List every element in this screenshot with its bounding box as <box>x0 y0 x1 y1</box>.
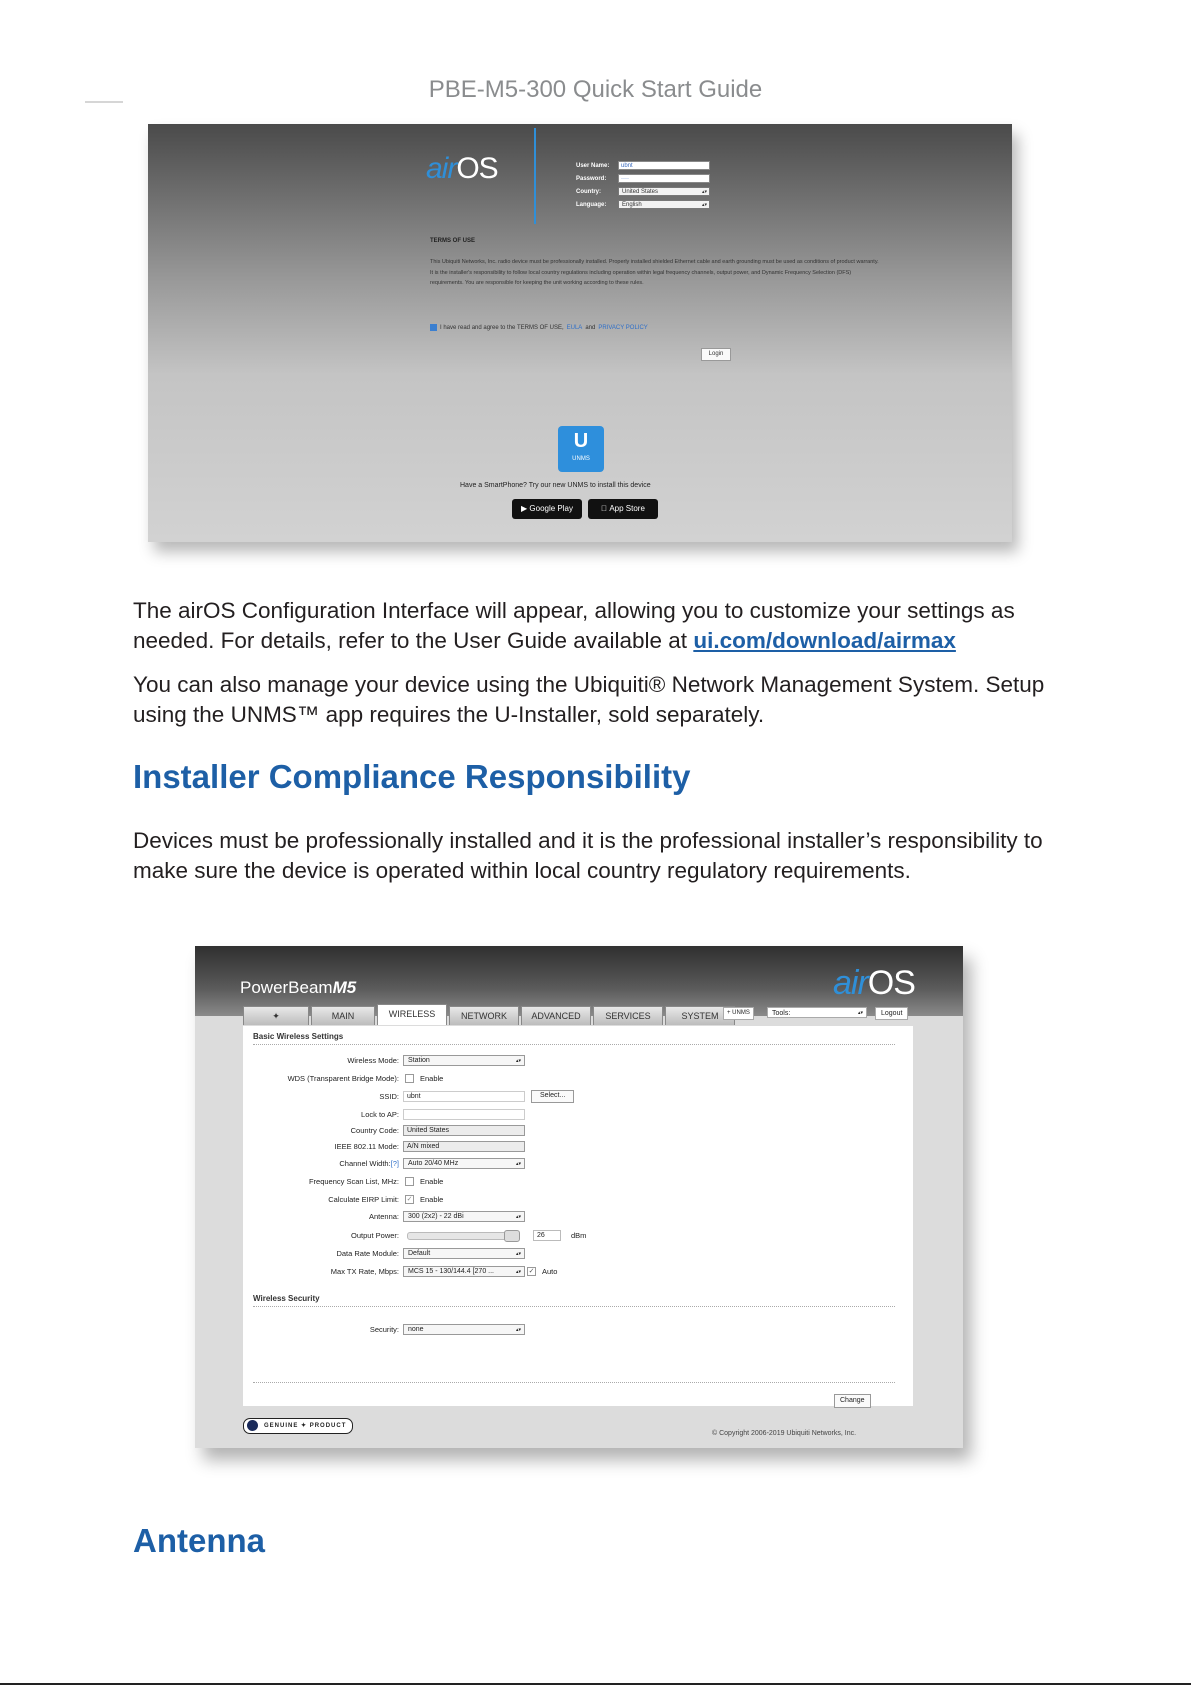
agree-and-text: and <box>585 324 596 331</box>
max-tx-rate-label: Max TX Rate, Mbps: <box>330 1267 399 1276</box>
lock-ap-row <box>243 1108 525 1121</box>
language-label: Language: <box>576 201 607 208</box>
terms-heading: TERMS OF USE <box>430 238 476 244</box>
data-rate-module-row <box>243 1247 525 1260</box>
unms-icon-label: UNMS <box>572 456 590 462</box>
data-rate-module-label: Data Rate Module: <box>336 1249 399 1258</box>
header-mark <box>85 101 123 103</box>
agree-row <box>430 324 648 331</box>
country-code-label: Country Code: <box>350 1126 399 1135</box>
tab-wireless[interactable]: WIRELESS <box>377 1004 447 1025</box>
airos-logo: airOS <box>426 152 498 185</box>
output-power-input[interactable]: 26 <box>533 1230 561 1241</box>
google-play-badge[interactable]: ▶ Google Play <box>512 499 582 519</box>
ssid-input[interactable]: ubnt <box>403 1091 525 1102</box>
auto-checkbox[interactable]: ✓ <box>528 1268 535 1275</box>
auto-text: Auto <box>542 1267 558 1276</box>
airos-logo: airOS <box>833 964 915 1002</box>
paragraph-unms: You can also manage your device using the Ubiquiti® Network Management System. Setup using the UNMS™ app requires the U-Installer, sold separately. <box>133 672 1045 727</box>
frequency-scan-label: Frequency Scan List, MHz: <box>308 1177 399 1186</box>
page-header-title: PBE-M5-300 Quick Start Guide <box>428 76 763 103</box>
password-label: Password: <box>576 175 607 182</box>
country-code-row <box>243 1124 525 1137</box>
country-field-row <box>576 186 710 197</box>
airos-wireless-screenshot <box>195 946 963 1448</box>
terms-text: This Ubiquiti Networks, Inc. radio device must be professionally installed. Properly installed shielded Ethernet cable and earth grounding must be used as conditions of product warranty. It is the installer's responsibility to follow local country regulations including operation within legal frequency channels, output power, and Dynamic Frequency Selection (DFS) requirements. You are responsible for keeping the unit working according to these rules. <box>430 259 879 286</box>
wireless-mode-select[interactable]: Station ▴▾ <box>403 1055 525 1066</box>
wds-label: WDS (Transparent Bridge Mode): <box>287 1074 399 1083</box>
eula-link[interactable]: EULA <box>566 324 583 331</box>
paragraph-config-interface: The airOS Configuration Interface will appear, allowing you to customize your settings as needed. For details, refer to the User Guide available at ui.com/download/airmax <box>133 598 1015 653</box>
change-button[interactable]: Change <box>834 1394 871 1408</box>
agree-checkbox[interactable] <box>430 324 437 331</box>
login-button[interactable]: Login <box>701 348 731 361</box>
section-divider <box>253 1382 895 1383</box>
channel-width-help-link[interactable]: [?] <box>390 1159 399 1168</box>
genuine-product-badge: GENUINE ✦ PRODUCT <box>243 1418 353 1434</box>
basic-wireless-settings-heading: Basic Wireless Settings <box>253 1032 344 1041</box>
output-power-row <box>243 1229 586 1242</box>
tab-network[interactable]: NETWORK <box>449 1006 519 1025</box>
country-select[interactable]: United States ▴▾ <box>618 187 710 196</box>
language-field-row <box>576 199 710 210</box>
channel-width-select[interactable]: Auto 20/40 MHz ▴▾ <box>403 1158 525 1169</box>
eirp-row <box>243 1193 443 1206</box>
smartphone-text: Have a SmartPhone? Try our new UNMS to install this device <box>460 482 651 489</box>
frequency-scan-row <box>243 1175 443 1188</box>
unms-button[interactable]: + UNMS <box>723 1007 754 1020</box>
slider-knob[interactable] <box>504 1230 520 1242</box>
paragraph-compliance: Devices must be professionally installed and it is the professional installer’s responsibility to make sure the device is operated within local country regulatory requirements. <box>133 828 1043 883</box>
data-rate-module-select[interactable]: Default ▴▾ <box>403 1248 525 1259</box>
logout-button[interactable]: Logout <box>875 1007 908 1020</box>
antenna-row <box>243 1210 525 1223</box>
wireless-security-heading: Wireless Security <box>253 1294 320 1303</box>
airos-login-screenshot <box>148 124 1012 542</box>
privacy-policy-link[interactable]: PRIVACY POLICY <box>598 324 648 331</box>
heading-installer-compliance: Installer Compliance Responsibility <box>133 758 691 795</box>
wds-row <box>243 1072 443 1085</box>
unms-app-icon[interactable] <box>558 426 604 472</box>
lock-icon <box>247 1420 258 1431</box>
unms-u-glyph: U <box>573 430 589 452</box>
tab-services[interactable]: SERVICES <box>593 1006 663 1025</box>
antenna-label: Antenna: <box>368 1212 399 1221</box>
channel-width-label: Channel Width:[?] <box>339 1159 399 1168</box>
ssid-select-button[interactable]: Select... <box>531 1090 574 1103</box>
output-power-slider[interactable] <box>407 1232 519 1240</box>
copyright-text: © Copyright 2006-2019 Ubiquiti Networks, Inc. <box>712 1430 857 1437</box>
divider-line <box>534 128 536 224</box>
password-input[interactable]: ···· <box>618 174 710 183</box>
wireless-mode-row <box>243 1054 525 1067</box>
username-input[interactable]: ubnt <box>618 161 710 170</box>
wireless-mode-label: Wireless Mode: <box>347 1056 399 1065</box>
country-code-field: United States <box>403 1125 525 1136</box>
eirp-label: Calculate EIRP Limit: <box>328 1195 399 1204</box>
antenna-select[interactable]: 300 (2x2) - 22 dBi ▴▾ <box>403 1211 525 1222</box>
max-tx-rate-select[interactable]: MCS 15 - 130/144.4 [270 ... ▴▾ <box>403 1266 525 1277</box>
security-select[interactable]: none ▴▾ <box>403 1324 525 1335</box>
lock-ap-label: Lock to AP: <box>361 1110 399 1119</box>
tab-main[interactable]: MAIN <box>311 1006 375 1025</box>
ssid-row <box>243 1090 574 1103</box>
ieee-mode-label: IEEE 802.11 Mode: <box>334 1142 399 1151</box>
eirp-enable-text: Enable <box>420 1195 444 1204</box>
main-tabs <box>243 1006 735 1025</box>
ieee-mode-field: A/N mixed <box>403 1141 525 1152</box>
username-field-row <box>576 160 710 171</box>
section-divider <box>253 1306 895 1307</box>
channel-width-row <box>243 1157 525 1170</box>
wds-checkbox[interactable] <box>405 1074 414 1083</box>
tab-ubiquiti-logo[interactable]: ✦ <box>243 1006 309 1025</box>
eirp-checkbox[interactable]: ✓ <box>406 1196 413 1203</box>
tools-select[interactable]: Tools: ▴▾ <box>767 1007 867 1018</box>
powerbeam-logo: PowerBeamM5 <box>240 978 357 997</box>
tab-system[interactable]: SYSTEM <box>665 1006 735 1025</box>
output-power-label: Output Power: <box>351 1231 399 1240</box>
frequency-scan-checkbox[interactable] <box>405 1177 414 1186</box>
app-store-badge[interactable]: App Store <box>588 499 658 519</box>
language-select[interactable]: English ▴▾ <box>618 200 710 209</box>
section-divider <box>253 1044 895 1045</box>
ieee-mode-row <box>243 1140 525 1153</box>
username-label: User Name: <box>576 162 610 169</box>
heading-antenna: Antenna <box>133 1522 265 1559</box>
country-label: Country: <box>576 188 601 195</box>
agree-text: I have read and agree to the TERMS OF USE, <box>440 324 564 331</box>
ssid-label: SSID: <box>379 1092 399 1101</box>
lock-ap-input[interactable] <box>403 1109 525 1120</box>
security-label: Security: <box>369 1325 399 1334</box>
download-link[interactable]: ui.com/download/airmax <box>693 628 956 653</box>
wds-enable-text: Enable <box>420 1074 444 1083</box>
frequency-scan-enable-text: Enable <box>420 1177 444 1186</box>
wireless-settings-panel <box>243 1026 913 1406</box>
tab-advanced[interactable]: ADVANCED <box>521 1006 591 1025</box>
password-field-row <box>576 173 710 184</box>
security-row <box>243 1323 525 1336</box>
output-power-unit: dBm <box>571 1231 587 1240</box>
max-tx-rate-row <box>243 1265 557 1278</box>
